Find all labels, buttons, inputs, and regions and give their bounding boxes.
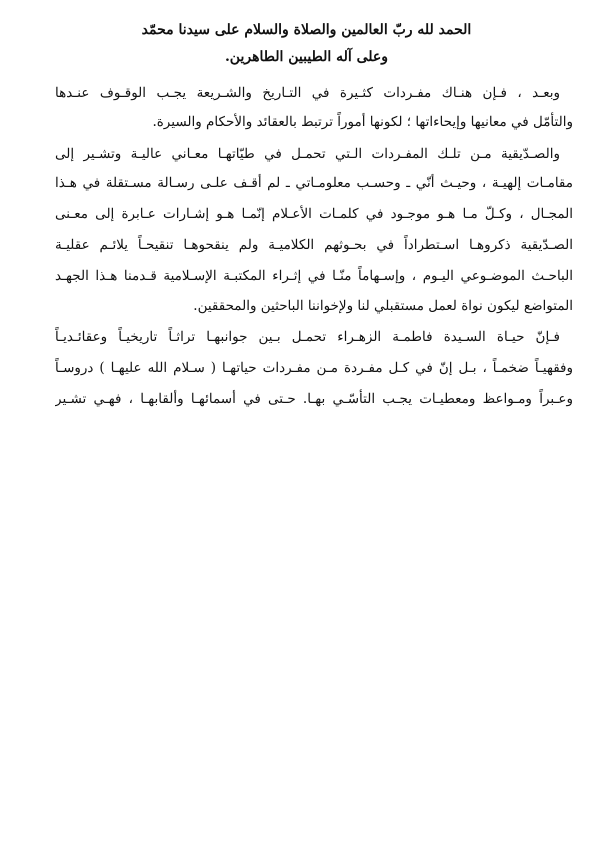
paragraph-2-line-3: المجـال ، وكـلّ مـا هـو موجـود في كلمـات الأعـلام إنّمـا هـو إشـارات عـابرة إلى معـنى	[55, 206, 573, 222]
paragraph-3-line-2: وفقهيـاً ضخمـاً ، بـل إنّ في كـل مفـردة مـن مفـردات حياتهـا ( سـلام الله عليهـا ) دروسـاً	[55, 360, 573, 376]
paragraph-2-line-2: مقامـات إلهيـة ، وحيـث أنّي ـ وحسـب معلومـاتي ـ لم أقـف علـى رسـالة مسـتقلة في هـذا	[55, 175, 573, 191]
paragraph-2-line-5: الباحـث الموضـوعي اليـوم ، وإسـهاماً منّـا في إثـراء المكتبـة الإسـلامية قـدمنا هـذا الجهـد	[55, 268, 573, 284]
paragraph-2-line-6: المتواضع ليكون نواة لعمل مستقبلي لنا ولإخواننا الباحثين والمحققين.	[193, 298, 573, 314]
paragraph-3-line-1: فـإنّ حيـاة السـيدة فاطمـة الزهـراء تحمـل بـين جوانبهـا تراثـاً تاريخيـاً وعقائـديـاً	[55, 329, 560, 345]
paragraph-2-line-4: الصـدّيقية ذكروهـا اسـتطراداً في بحـوثهم الكلاميـة ولم ينقحوهـا تنقيحـاً يلائـم عقليـة	[55, 237, 573, 253]
paragraph-2-line-1: والصـدّيقية مـن تلـك المفـردات الـتي تحمـل في طيّاتهـا معـاني عاليـة وتشـير إلى	[55, 146, 560, 162]
paragraph-1-line-2: والتأمّل في معانيها وإيحاءاتها ؛ لكونها أموراً ترتبط بالعقائد والأحكام والسيرة.	[152, 114, 573, 130]
paragraph-3-line-3: وعـبراً ومـواعظ ومعطيـات يجـب التأسّـي بهـا. حـتى في أسمائهـا وألقابهـا ، فهـي تشـير	[55, 391, 573, 407]
heading-line-1: الحمد لله ربّ العالمين والصلاة والسلام على سيدنا محمّد	[141, 22, 472, 38]
heading-line-2: وعلى آله الطيبين الطاهرين.	[224, 49, 389, 65]
paragraph-1-line-1: وبعـد ، فـإن هنـاك مفـردات كثـيرة في التـاريخ والشـريعة يجـب الوقـوف عنـدها	[55, 85, 560, 101]
